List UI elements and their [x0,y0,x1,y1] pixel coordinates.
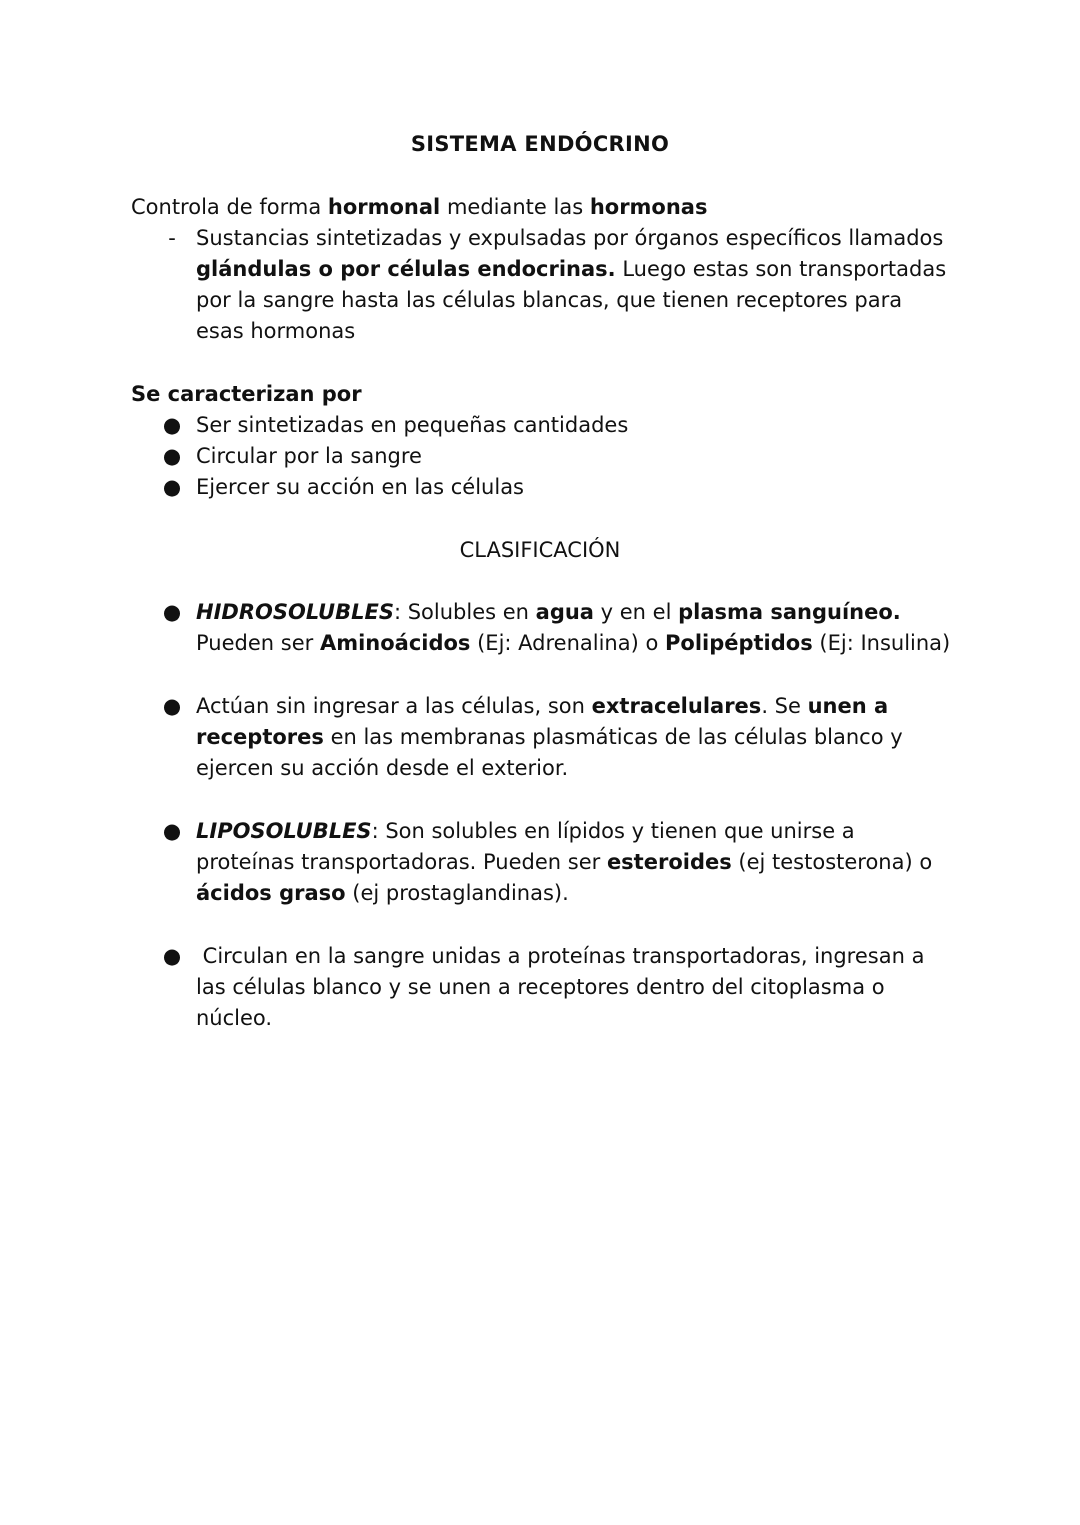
characteristics-heading-text: Se caracterizan por [131,382,362,406]
bullet-marker: ● [162,444,182,468]
bullet-marker: ● [162,413,182,437]
definition-line-4: esas hormonas [196,319,356,343]
intro-line [131,192,707,223]
lipo-text: (ej prostaglandinas). [345,881,569,905]
lipo-text: proteínas transportadoras. Pueden ser [196,850,607,874]
intro-bold-hormonas: hormonas [589,195,708,219]
page-title: SISTEMA ENDÓCRINO [410,132,670,156]
lipo-action-line-3: núcleo. [196,1006,273,1030]
hydro-bold: agua [535,600,594,624]
hydro-line-1 [196,597,901,628]
characteristic-item: Circular por la sangre [196,444,422,468]
bullet-marker: ● [162,475,182,499]
hydro-action-line-2 [196,722,903,753]
bullet-marker: ● [162,600,182,624]
hydro-bold: plasma sanguíneo. [678,600,901,624]
lipo-action-line-2: las células blanco y se unen a receptores dentro del citoplasma o [196,975,885,999]
bullet-marker: ● [162,944,182,968]
lipo-line-3 [196,878,569,909]
hydro-line-2 [196,628,950,659]
hydro-text: (Ej: Insulina) [812,631,951,655]
lipo-text: (ej testosterona) o [731,850,933,874]
dash-marker: - [168,226,176,250]
intro-text: mediante las [440,195,590,219]
definition-text: Luego estas son transportadas [615,257,947,281]
intro-text: Controla de forma [131,195,328,219]
hydro-action-text: Actúan sin ingresar a las células, son [196,694,592,718]
hydro-bold: Polipéptidos [665,631,813,655]
lipo-bold: ácidos graso [196,881,346,905]
lipo-action-line-1: Circulan en la sangre unidas a proteínas transportadoras, ingresan a [196,944,925,968]
hydro-bold: Aminoácidos [319,631,471,655]
lipo-bold: esteroides [606,850,732,874]
bullet-marker: ● [162,819,182,843]
lipo-name: LIPOSOLUBLES [196,819,372,843]
definition-line-3: por la sangre hasta las células blancas, que tienen receptores para [196,288,903,312]
characteristic-item: Ejercer su acción en las células [196,475,525,499]
characteristics-heading [131,379,362,410]
hydro-name: HIDROSOLUBLES [196,600,394,624]
bullet-marker: ● [162,694,182,718]
definition-bold: glándulas o por células endocrinas. [196,257,616,281]
hydro-action-bold: extracelulares [591,694,762,718]
hydro-action-line-3: ejercen su acción desde el exterior. [196,756,569,780]
hydro-action-text: . Se [761,694,808,718]
hydro-action-line-1 [196,691,888,722]
hydro-action-bold: unen a [807,694,889,718]
lipo-text: : Son solubles en lípidos y tienen que unirse a [371,819,855,843]
characteristic-item: Ser sintetizadas en pequeñas cantidades [196,413,629,437]
lipo-line-2 [196,847,932,878]
intro-bold-hormonal: hormonal [327,195,441,219]
hydro-text: y en el [593,600,679,624]
hydro-text: : Solubles en [393,600,536,624]
definition-line-1: Sustancias sintetizadas y expulsadas por órganos específicos llamados [196,226,944,250]
classification-heading: CLASIFICACIÓN [459,538,621,562]
hydro-text: Pueden ser [196,631,320,655]
definition-line-2 [196,254,946,285]
hydro-action-text: en las membranas plasmáticas de las células blanco y [323,725,903,749]
hydro-action-bold: receptores [196,725,324,749]
lipo-line-1 [196,816,855,847]
hydro-text: (Ej: Adrenalina) o [470,631,665,655]
